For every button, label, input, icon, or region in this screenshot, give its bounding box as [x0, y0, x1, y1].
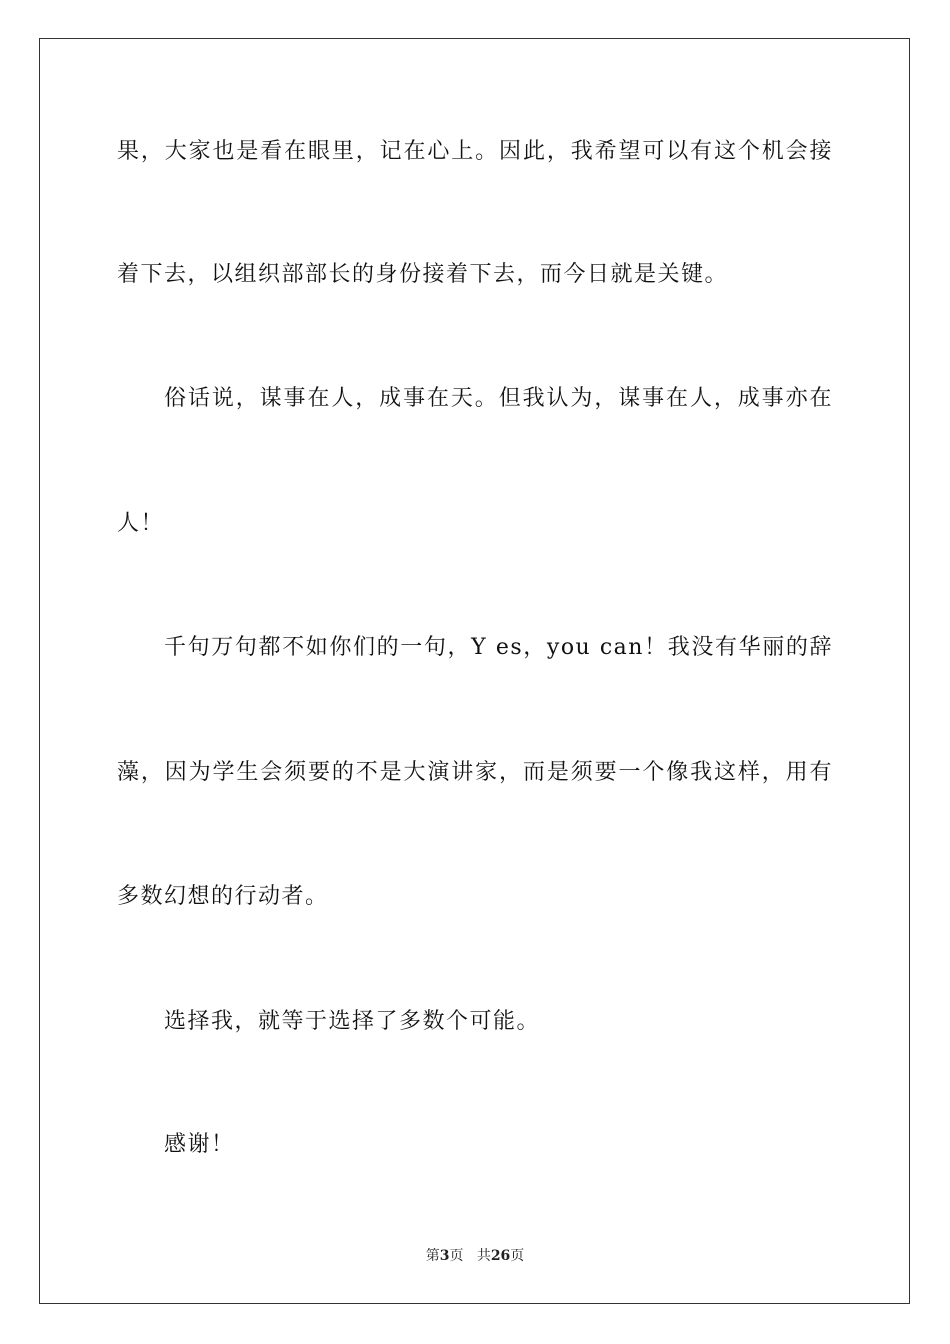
- body-line-2: 着下去，以组织部部长的身份接着下去，而今日就是关键。: [117, 262, 729, 287]
- body-line-7: 多数幻想的行动者。: [117, 884, 329, 909]
- footer-page-suffix: 页: [449, 1248, 464, 1264]
- footer-total-prefix: 共: [476, 1248, 491, 1264]
- body-line-9: 感谢！: [164, 1132, 235, 1157]
- footer-total-suffix: 页: [510, 1248, 525, 1264]
- page-footer: [0, 1246, 950, 1266]
- body-line-1: 果，大家也是看在眼里，记在心上。因此，我希望可以有这个机会接: [117, 139, 833, 164]
- body-line-4: 人！: [117, 511, 165, 536]
- body-line-8: 选择我，就等于选择了多数个可能。: [164, 1009, 541, 1034]
- footer-total-pages: 26: [490, 1248, 511, 1264]
- body-line-3: 俗话说，谋事在人，成事在天。但我认为，谋事在人，成事亦在: [164, 386, 833, 411]
- body-line-6: 藻，因为学生会须要的不是大演讲家，而是须要一个像我这样，用有: [117, 760, 833, 785]
- body-line-5: 千句万句都不如你们的一句，Y es，you can！我没有华丽的辞: [164, 635, 833, 660]
- footer-page-prefix: 第: [425, 1248, 440, 1264]
- footer-page-number: 3: [439, 1248, 450, 1264]
- page-frame: [39, 38, 910, 1304]
